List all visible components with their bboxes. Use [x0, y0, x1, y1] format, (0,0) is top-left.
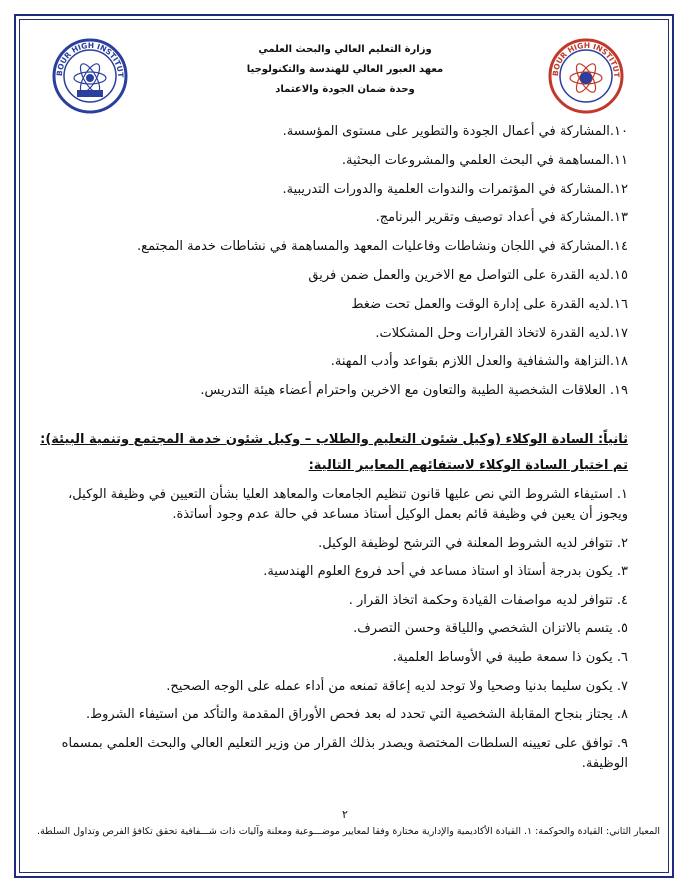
document-header	[170, 40, 520, 100]
header-unit: وحدة ضمان الجودة والاعتماد	[275, 84, 415, 95]
list-item: ١٩. العلاقات الشخصية الطيبة والتعاون مع الاخرين واحترام أعضاء هيئة التدريس.	[200, 383, 628, 399]
logo-left-text: BOUR HIGH INSTITUT	[54, 40, 126, 78]
list-item: ١٣.المشاركة في أعداد توصيف وتقرير البرنامج.	[375, 210, 628, 226]
section-heading: ثانياً: السادة الوكلاء (وكيل شئون التعليم والطلاب – وكيل شئون خدمة المجتمع وتنمية البيئة):	[40, 432, 628, 447]
list-item: ٩. توافق على تعيينه السلطات المختصة ويصدر بذلك القرار من وزير التعليم العالي والبحث العلمي بمسماه الوظيفة.	[61, 735, 628, 771]
list-item: ١٦.لديه القدرة على إدارة الوقت والعمل تحت ضغط	[351, 296, 628, 312]
list-item: ٣. يكون بدرجة أستاذ او استاذ مساعد في أحد فروع العلوم الهندسية.	[263, 564, 628, 580]
list-item: ١٠.المشاركة في أعمال الجودة والتطوير على مستوى المؤسسة.	[282, 124, 628, 139]
list-item: ٤. تتوافر لديه مواصفات القيادة وحكمة اتخاذ القرار .	[348, 592, 628, 608]
header-ministry: وزارة التعليم العالي والبحث العلمي	[258, 44, 432, 55]
list-item: ٧. يكون سليما بدنيا وصحيا ولا توجد لديه إعاقة تمنعه من أداء عمله على الوجه الصحيح.	[166, 678, 628, 694]
deputies-criteria-list	[38, 485, 628, 782]
page-number: ٢	[342, 808, 348, 821]
section-subheading: تم اختيار السادة الوكلاء لاستفائهم المعايير التالية:	[308, 458, 628, 473]
list-item: ١. استيفاء الشروط التي نص عليها قانون تنظيم الجامعات والمعاهد العليا بشأن التعيين في وظيفة الوكيل، ويجوز أن يعين في وظيفة قائم بعمل الوكيل أستاذ مساعد في حالة عدم وجود أساتذة.	[68, 487, 628, 522]
list-item: ٢. تتوافر لديه الشروط المعلنة في الترشح لوظيفة الوكيل.	[318, 535, 628, 551]
list-item: ١١.المساهمة في البحث العلمي والمشروعات البحثية.	[341, 152, 628, 168]
quality-unit-logo-right	[548, 38, 624, 114]
list-item: ١٨.النزاهة والشفافية والعدل اللازم بقواعد وأدب المهنة.	[330, 354, 628, 370]
list-item: ١٤.المشاركة في اللجان ونشاطات وفاعليات المعهد والمساهمة في نشاطات خدمة المجتمع.	[137, 239, 628, 255]
list-item: ١٢.المشاركة في المؤتمرات والندوات العلمية والدورات التدريبية.	[282, 181, 628, 197]
footer-note: المعيار الثاني: القيادة والحوكمة: ١. القيادة الأكاديمية والإدارية مختارة وفقا لمعايير موضـــوعية ومعلنة وآليات ذات شـــفافية تحقق تكافؤ الفرص وتداول السلطة.	[37, 826, 660, 837]
list-item: ١٧.لديه القدرة لاتخاذ القرارات وحل المشكلات.	[375, 325, 628, 341]
list-item: ٥. يتسم بالاتزان الشخصي واللياقة وحسن التصرف.	[353, 621, 628, 637]
institute-logo-left	[52, 38, 128, 114]
list-item: ١٥.لديه القدرة على التواصل مع الاخرين والعمل ضمن فريق	[308, 267, 628, 283]
criteria-list-continued	[38, 122, 628, 410]
header-institute: معهد العبور العالي للهندسة والتكنولوجيا	[246, 64, 444, 75]
list-item: ٨. يجتاز بنجاح المقابلة الشخصية التي تحدد له بعد فحص الأوراق المقدمة والتأكد من استيفاء الشروط.	[85, 707, 628, 723]
list-item: ٦. يكون ذا سمعة طيبة في الأوساط العلمية.	[392, 649, 628, 665]
logo-right-text: BOUR HIGH INSTITUT	[550, 40, 622, 78]
